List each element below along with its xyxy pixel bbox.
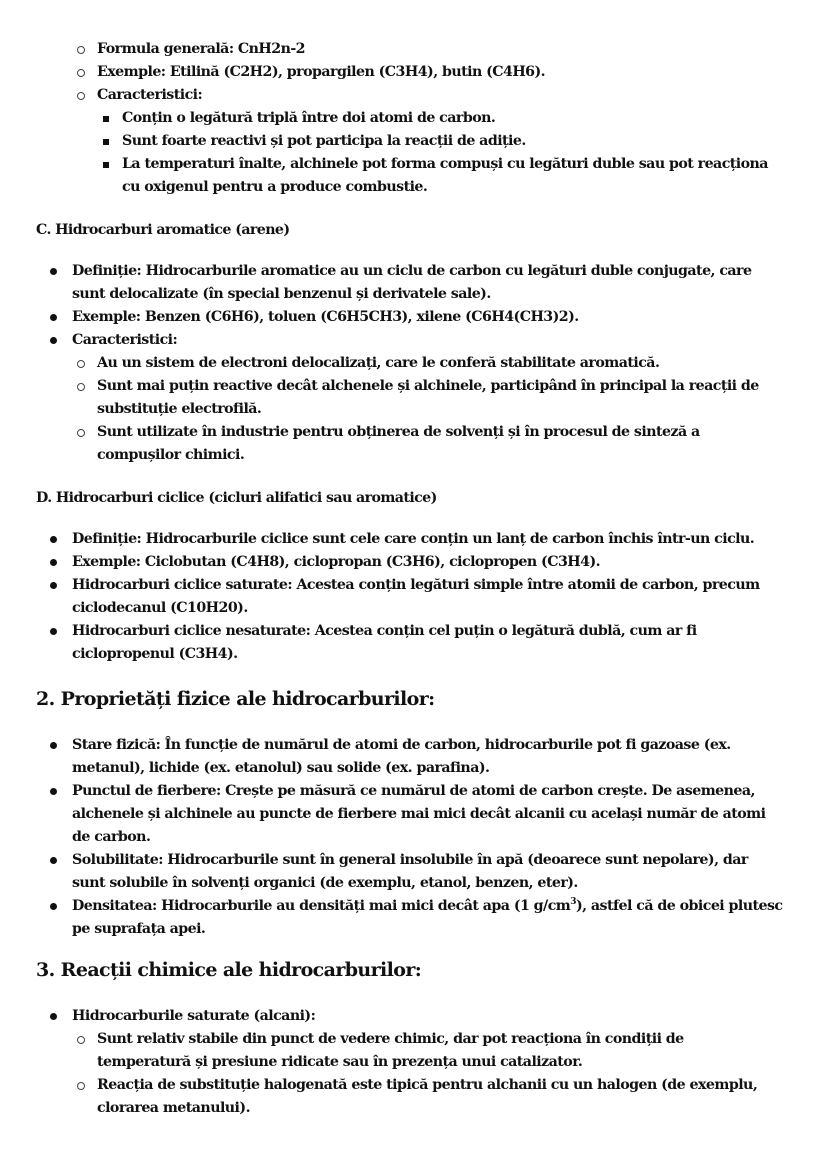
disc-bullet-icon: [50, 742, 57, 749]
list-item-continuation: compușilor chimici.: [97, 447, 245, 463]
list-item: La temperaturi înalte, alchinele pot forma compuși cu legături duble sau pot reacționa: [122, 156, 768, 172]
list-item-continuation: clorarea metanului).: [97, 1100, 250, 1116]
disc-bullet-icon: [50, 628, 57, 635]
list-item-continuation: alchenele și alchinele au puncte de fierbere mai mici decât alcanii cu același număr de atomi: [72, 806, 766, 822]
density-text-b: ), astfel că de obicei plutesc: [575, 898, 783, 914]
list-item-continuation: de carbon.: [72, 829, 151, 845]
list-item-solubility: Solubilitate: Hidrocarburile sunt în general insolubile în apă (deoarece sunt nepolare), dar: [72, 852, 748, 868]
list-item-density: [72, 895, 783, 918]
circle-bullet-icon: [77, 46, 85, 54]
disc-bullet-icon: [50, 857, 57, 864]
circle-bullet-icon: [77, 92, 85, 100]
circle-bullet-icon: [77, 69, 85, 77]
list-item-characteristics: Caracteristici:: [97, 87, 203, 103]
circle-bullet-icon: [77, 1036, 85, 1044]
list-item-boiling-point: Punctul de fierbere: Crește pe măsură ce numărul de atomi de carbon crește. De asemenea,: [72, 783, 755, 799]
list-item: Sunt mai puțin reactive decât alchenele și alchinele, participând în principal la reacții de: [97, 378, 759, 394]
list-item-continuation: sunt delocalizate (în special benzenul și derivatele sale).: [72, 286, 491, 302]
list-item: Reacția de substituție halogenată este tipică pentru alchanii cu un halogen (de exemplu,: [97, 1077, 758, 1093]
list-item-continuation: substituție electrofilă.: [97, 401, 262, 417]
circle-bullet-icon: [77, 1082, 85, 1090]
disc-bullet-icon: [50, 314, 57, 321]
list-item-physical-state: Stare fizică: În funcție de numărul de atomi de carbon, hidrocarburile pot fi gazoase (ex.: [72, 737, 731, 753]
list-item-continuation: pe suprafața apei.: [72, 921, 206, 937]
density-text-a: Densitatea: Hidrocarburile au densități mai mici decât apa (1 g/cm: [72, 898, 571, 914]
list-item-continuation: sunt solubile în solvenți organici (de exemplu, etanol, benzen, eter).: [72, 875, 578, 891]
list-item-continuation: cu oxigenul pentru a produce combustie.: [122, 179, 428, 195]
list-item: Sunt foarte reactivi și pot participa la reacții de adiție.: [122, 133, 526, 149]
list-item-formula: Formula generală: CnH2n-2: [97, 41, 306, 57]
circle-bullet-icon: [77, 429, 85, 437]
list-item: Sunt utilizate în industrie pentru obținerea de solvenți și în procesul de sinteză a: [97, 424, 700, 440]
section-heading-3: 3. Reacții chimice ale hidrocarburilor:: [36, 959, 422, 981]
square-bullet-icon: [103, 116, 109, 122]
list-item: Sunt relativ stabile din punct de vedere chimic, dar pot reacționa în condiții de: [97, 1031, 684, 1047]
list-item-continuation: ciclodecanul (C10H20).: [72, 600, 248, 616]
section-heading-c: C. Hidrocarburi aromatice (arene): [36, 222, 290, 238]
section-heading-d: D. Hidrocarburi ciclice (cicluri alifatici sau aromatice): [36, 490, 437, 506]
disc-bullet-icon: [50, 582, 57, 589]
disc-bullet-icon: [50, 1013, 57, 1020]
list-item-examples: Exemple: Etilină (C2H2), propargilen (C3H4), butin (C4H6).: [97, 64, 546, 80]
circle-bullet-icon: [77, 383, 85, 391]
list-item-definition: Definiție: Hidrocarburile aromatice au un ciclu de carbon cu legături duble conjugate, care: [72, 263, 752, 279]
square-bullet-icon: [103, 162, 109, 168]
disc-bullet-icon: [50, 903, 57, 910]
disc-bullet-icon: [50, 268, 57, 275]
disc-bullet-icon: [50, 536, 57, 543]
list-item-alkanes: Hidrocarburile saturate (alcani):: [72, 1008, 316, 1024]
disc-bullet-icon: [50, 337, 57, 344]
section-heading-2: 2. Proprietăți fizice ale hidrocarburilor:: [36, 688, 435, 710]
list-item: Au un sistem de electroni delocalizați, care le conferă stabilitate aromatică.: [97, 355, 660, 371]
superscript-3: 3: [570, 897, 576, 907]
list-item-definition: Definiție: Hidrocarburile ciclice sunt cele care conțin un lanț de carbon închis într-un ciclu.: [72, 531, 755, 547]
list-item-continuation: metanul), lichide (ex. etanolul) sau solide (ex. parafina).: [72, 760, 490, 776]
list-item-continuation: temperatură și presiune ridicate sau în prezența unui catalizator.: [97, 1054, 583, 1070]
list-item: Conțin o legătură triplă între doi atomi de carbon.: [122, 110, 496, 126]
square-bullet-icon: [103, 139, 109, 145]
list-item-continuation: ciclopropenul (C3H4).: [72, 646, 238, 662]
disc-bullet-icon: [50, 788, 57, 795]
list-item-examples: Exemple: Benzen (C6H6), toluen (C6H5CH3), xilene (C6H4(CH3)2).: [72, 309, 579, 325]
disc-bullet-icon: [50, 559, 57, 566]
list-item-unsaturated: Hidrocarburi ciclice nesaturate: Acestea conțin cel puțin o legătură dublă, cum ar fi: [72, 623, 697, 639]
list-item-saturated: Hidrocarburi ciclice saturate: Acestea conțin legături simple între atomii de carbon, precum: [72, 577, 760, 593]
list-item-characteristics: Caracteristici:: [72, 332, 178, 348]
circle-bullet-icon: [77, 360, 85, 368]
list-item-examples: Exemple: Ciclobutan (C4H8), ciclopropan (C3H6), ciclopropen (C3H4).: [72, 554, 600, 570]
